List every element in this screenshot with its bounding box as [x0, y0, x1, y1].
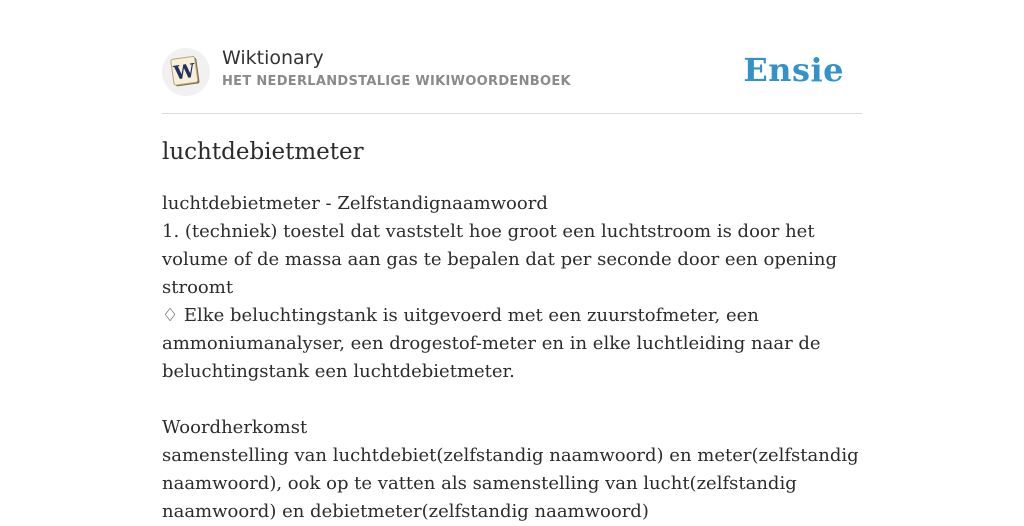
site-name[interactable]: Wiktionary [222, 47, 324, 69]
ensie-brand-logo[interactable]: Ensie [743, 51, 844, 89]
article-body [162, 190, 862, 526]
site-tagline: HET NEDERLANDSTALIGE WIKIWOORDENBOEK [222, 74, 571, 89]
page-title: luchtdebietmeter [162, 139, 364, 165]
wiktionary-logo-icon[interactable] [162, 48, 210, 96]
svg-text:W: W [172, 59, 197, 85]
spacer [162, 386, 862, 414]
definition: 1. (techniek) toestel dat vaststelt hoe groot een luchtstroom is door het volume of de massa aan gas te bepalen dat per seconde door een opening stroomt [162, 221, 838, 298]
article [162, 136, 862, 526]
example-sentence: ♢ Elke beluchtingstank is uitgevoerd met een zuurstofmeter, een ammoniumanalyser, een drogestof-meter en in elke luchtleiding naar de beluchtingstank een luchtdebietmeter. [162, 305, 821, 382]
site-header [162, 46, 862, 114]
etymology-heading: Woordherkomst [162, 417, 308, 438]
word-class-line: luchtdebietmeter - Zelfstandignaamwoord [162, 193, 548, 214]
etymology-text: samenstelling van luchtdebiet(zelfstandig naamwoord) en meter(zelfstandig naamwoord), ook op te vatten als samenstelling van lucht(zelfstandig naamwoord) en debietmeter(zelfstandig naamwoord) [162, 445, 859, 522]
